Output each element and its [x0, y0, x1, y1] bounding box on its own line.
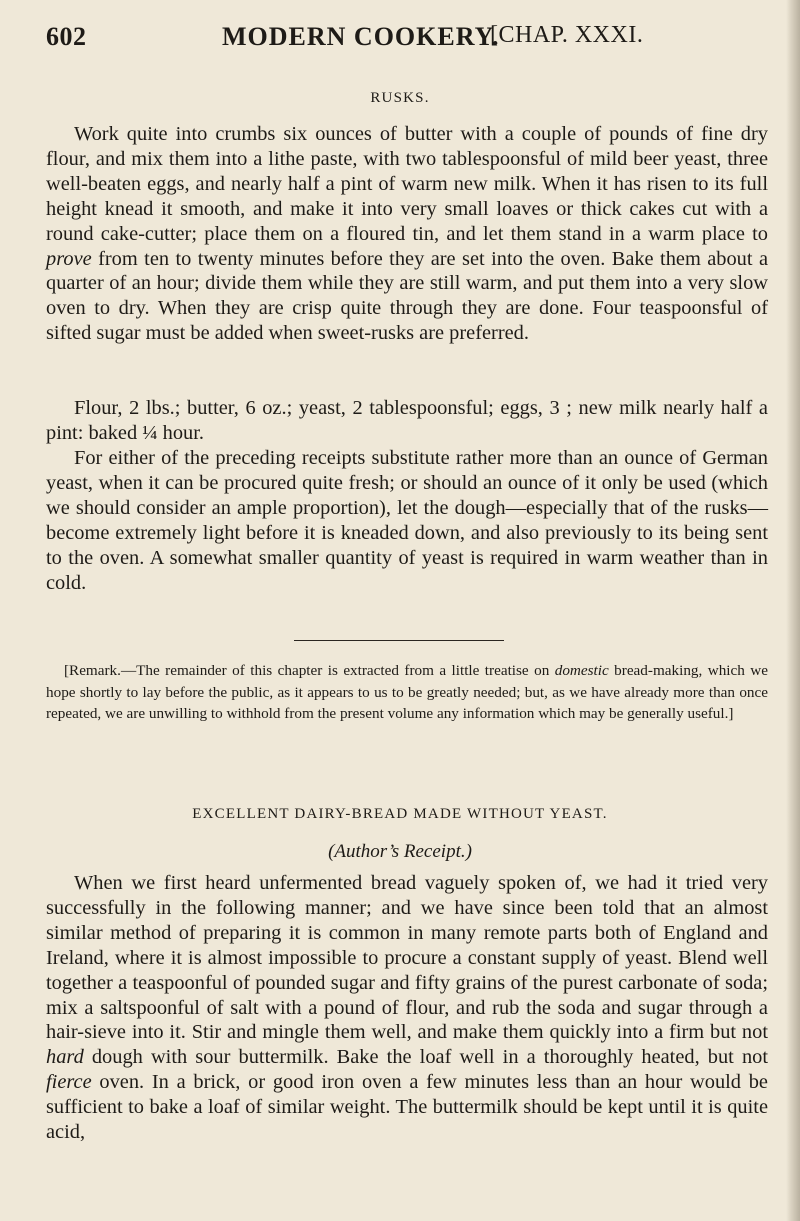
rusks-paragraph-1: [46, 122, 768, 346]
remark-text: —The remainder of this chapter is extracted from a little treatise on: [120, 662, 555, 679]
page-edge: [786, 0, 800, 1221]
page-number: 602: [46, 22, 87, 51]
running-header: [46, 22, 746, 62]
dairy-text: When we first heard unfermented bread vaguely spoken of, we had it tried very successfully in the following manner; and we have since been told that an almost similar method of preparing it is common in many remote parts both of England and Ireland, where it is almost impossible to procure a constant supply of yeast. Blend well together a teaspoonful of pounded sugar and fifty grains of the purest carbonate of soda; mix a saltspoonful of salt with a pound of flour, and rub the soda and sugar through a hair-sieve into it. Stir and mingle them well, and make them quickly into a firm but not: [46, 872, 768, 1044]
dairy-text-end: oven. In a brick, or good iron oven a few minutes less than an hour would be sufficient to bake a loaf of similar weight. The buttermilk should be kept until it is quite acid,: [46, 1071, 768, 1144]
rusks-emphasis: prove: [46, 247, 92, 270]
dairy-emphasis-fierce: fierce: [46, 1071, 92, 1094]
dairy-emphasis-hard: hard: [46, 1046, 84, 1069]
remark-text-cont: bread-making, which we hope shortly to lay before the public, as it appears to us to be greatly needed; but, as we have already more than once repeated, we are unwilling to withhold from the present volume any information which may be generally useful.]: [46, 662, 769, 723]
subheading-author-receipt: (Author’s Receipt.): [328, 841, 472, 862]
rusks-text-cont: from ten to twenty minutes before they are set into the oven. Bake them about a quarter of an hour; divide them while they are still warm, and put them into a very slow oven to dry. When they are crisp quite through they are done. Four teaspoonsful of sifted sugar must be added when sweet-rusks are preferred.: [46, 247, 768, 345]
dairy-text-cont: dough with sour buttermilk. Bake the loaf well in a thoroughly heated, but not: [83, 1046, 768, 1069]
section-heading-dairy-bread: EXCELLENT DAIRY-BREAD MADE WITHOUT YEAST.: [192, 806, 608, 822]
rusks-ingredients: Flour, 2 lbs.; butter, 6 oz.; yeast, 2 tablespoonsful; eggs, 3 ; new milk nearly half a pint: baked ¼ hour.: [46, 397, 768, 444]
section-divider: [294, 640, 504, 641]
running-title: MODERN COOKERY.: [222, 22, 500, 51]
remark-label: [Remark.: [64, 662, 121, 679]
dairy-bread-paragraph: [46, 871, 768, 1145]
rusks-text: Work quite into crumbs six ounces of butter with a couple of pounds of fine dry flour, and mix them into a lithe paste, with two tablespoonsful of mild beer yeast, three well-beaten eggs, and nearly half a pint of warm new milk. When it has risen to its full height knead it smooth, and make it into very small loaves or thick cakes cut with a round cake-cutter; place them on a floured tin, and let them stand in a warm place to: [46, 123, 768, 245]
remark-emphasis: domestic: [554, 662, 609, 679]
rusks-paragraph-yeast: For either of the preceding receipts substitute rather more than an ounce of German yeast, when it can be procured quite fresh; or should an ounce of it only be used (which we should consider an ample proportion), let the dough—especially that of the rusks—become extremely light before it is kneaded down, and also previously to its being sent to the oven. A somewhat smaller quantity of yeast is required in warm weather than in cold.: [46, 447, 768, 594]
section-heading-rusks: RUSKS.: [370, 90, 430, 106]
chapter-label: [CHAP. XXXI.: [490, 22, 644, 48]
remark-note: [46, 660, 768, 725]
